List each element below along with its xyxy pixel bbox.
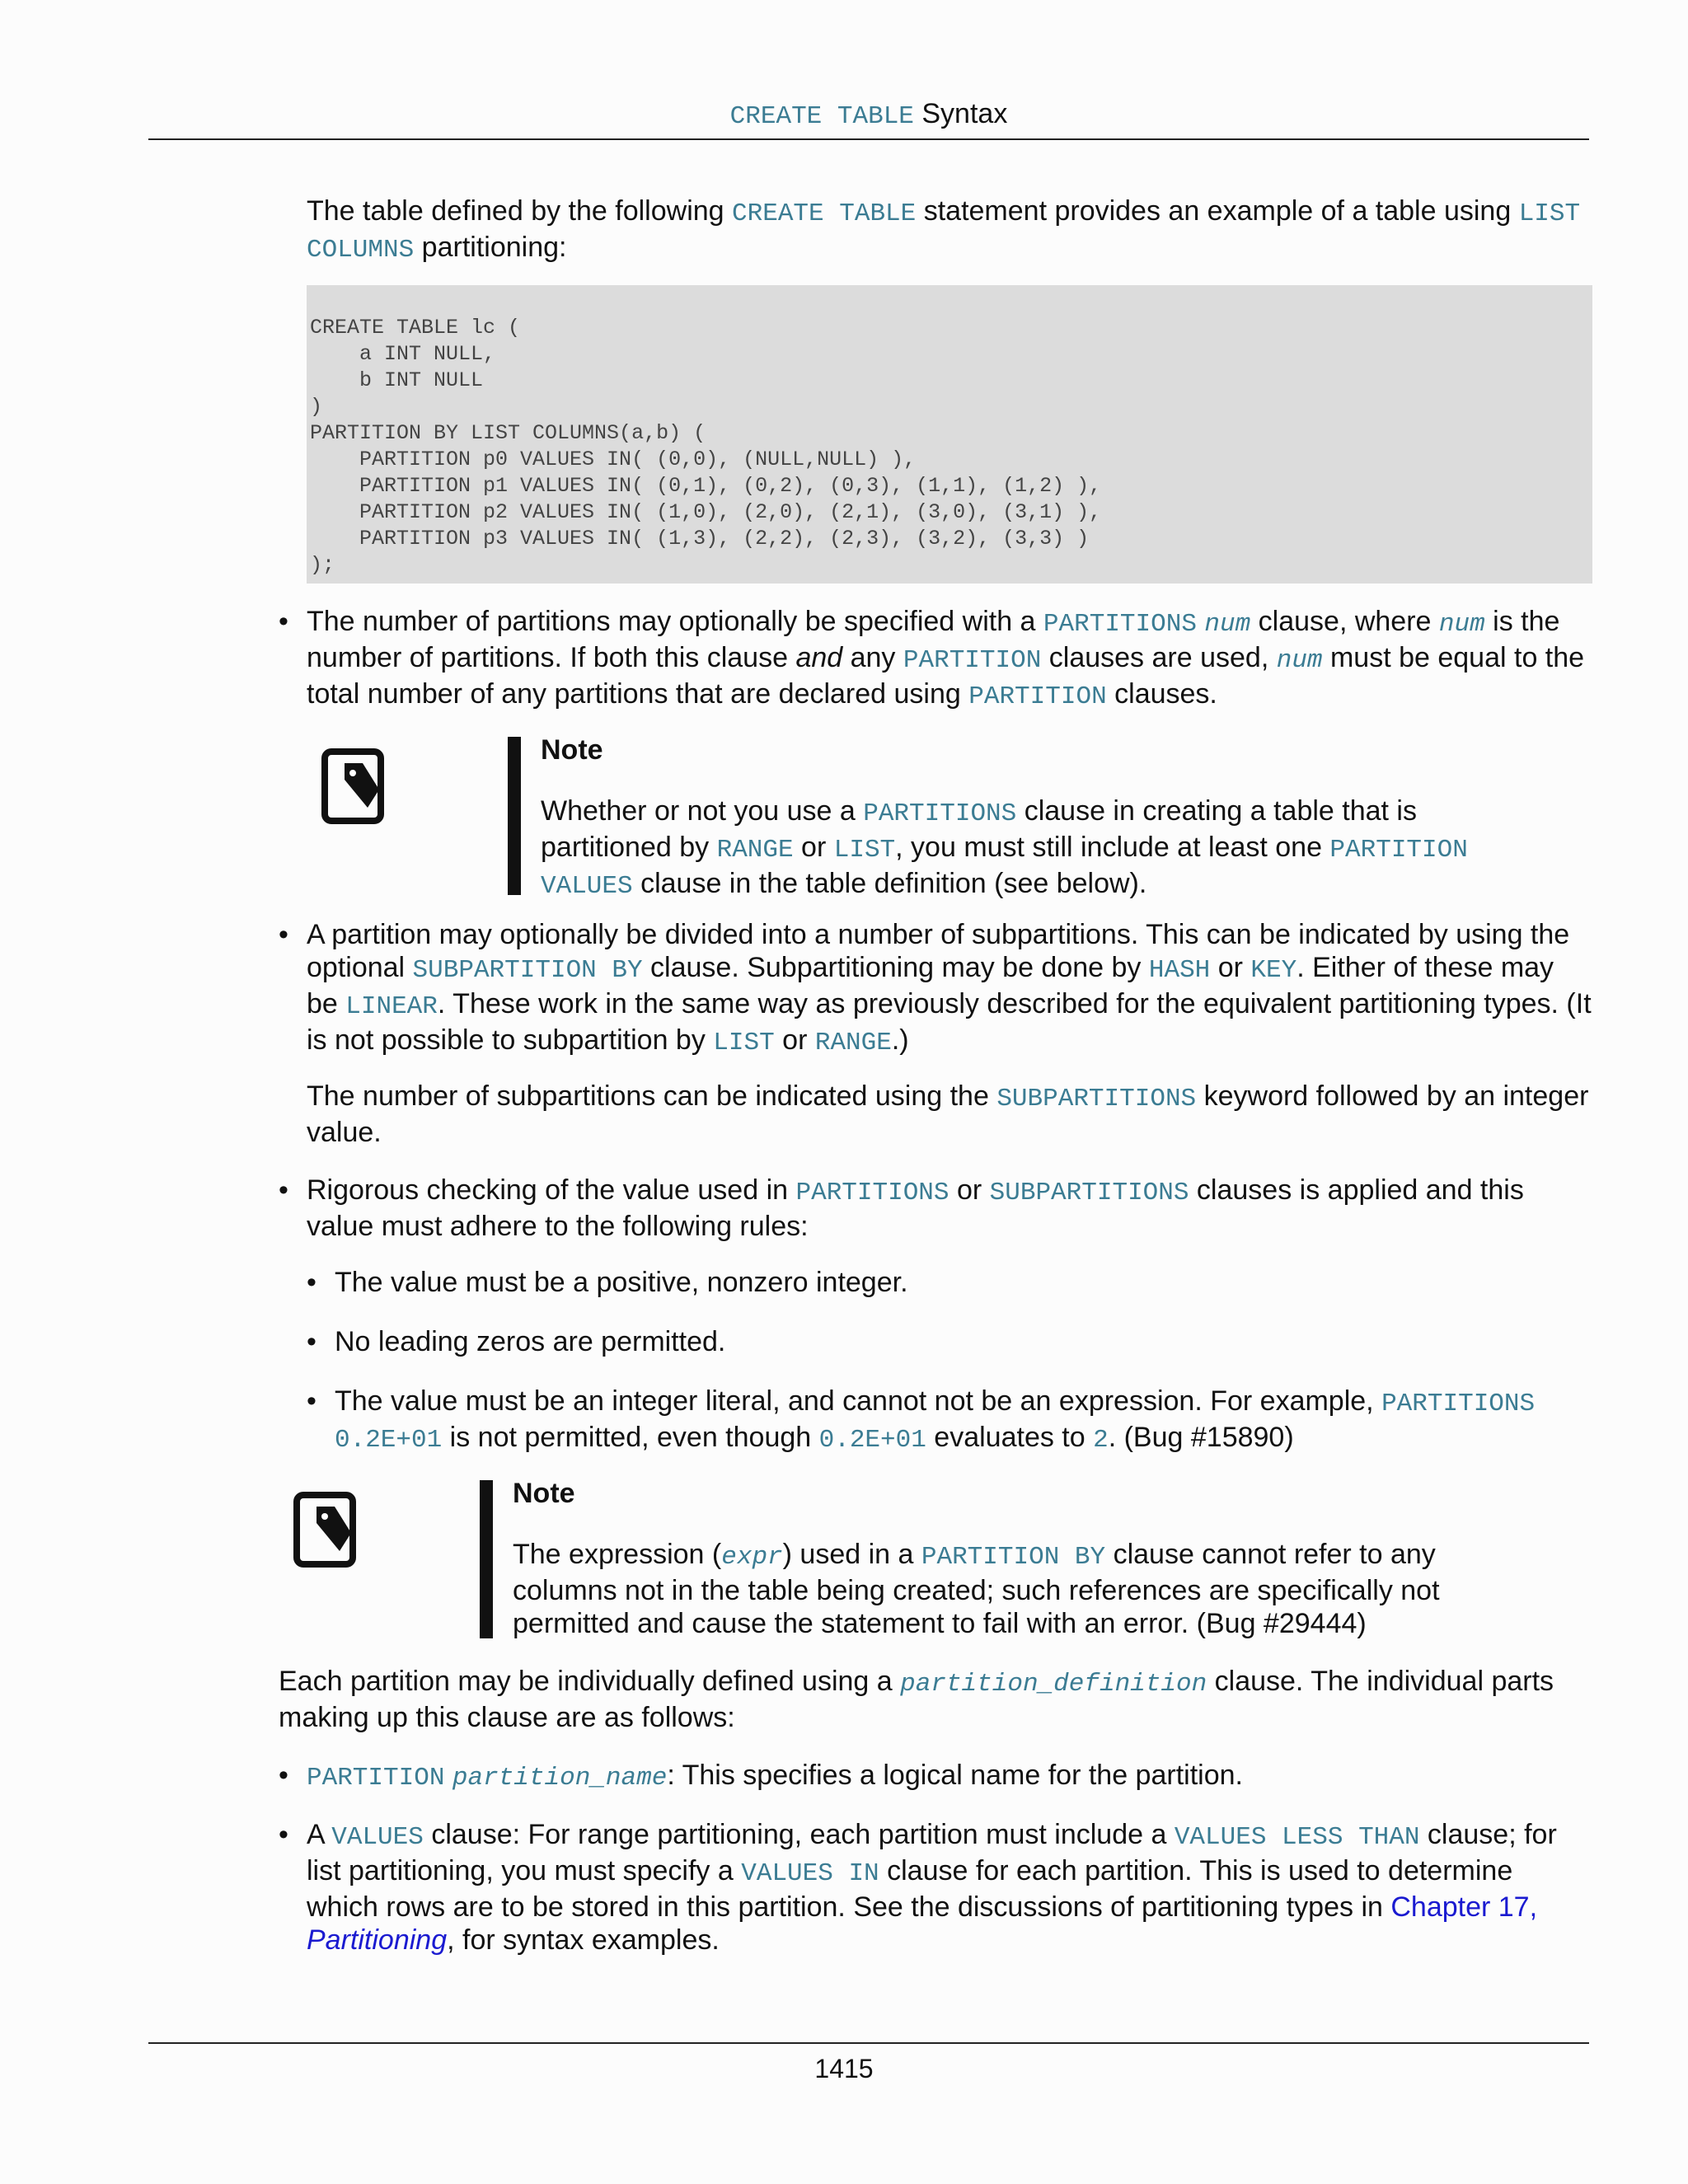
bullet-marker: • [307, 1326, 316, 1357]
bullet-marker: • [279, 1819, 288, 1850]
bullet-marker: • [279, 919, 288, 950]
bullet-marker: • [279, 606, 288, 637]
header-title: Syntax [921, 98, 1008, 129]
header-keyword: CREATE TABLE [729, 102, 914, 131]
note-title: Note [513, 1478, 575, 1509]
code-block [307, 285, 1592, 583]
note-body: Whether or not you use a PARTITIONS clause in creating a table that is partitioned by RANGE or LIST, you must still include at least one PARTITION VALUES clause in the table definition (see below). [541, 795, 1468, 901]
note-icon [292, 1490, 361, 1569]
rule-integer-literal: The value must be an integer literal, and cannot not be an expression. For example, PARTITIONS 0.2E+01 is not permitted, even though 0.2E+01 evaluates to 2. (Bug #15890) [335, 1385, 1536, 1455]
partition-definition-paragraph: Each partition may be individually defined using a partition_definition clause. The individual parts making up this clause are as follows: [279, 1666, 1554, 1733]
bullet-subpartitions: A partition may optionally be divided into a number of subpartitions. This can be indicated by using the optional SUBPARTITION BY clause. Subpartitioning may be done by HASH or KEY. Either of these may be LINEAR. These work in the same way as previously described for the equivalent partitioning types. (It is not possible to subpartition by LIST or RANGE.) [307, 919, 1592, 1057]
note-icon [320, 747, 389, 826]
page-header [148, 97, 1589, 140]
bullet-marker: • [307, 1385, 316, 1417]
bullet-marker: • [307, 1267, 316, 1298]
bullet-rigorous-checking: Rigorous checking of the value used in PARTITIONS or SUBPARTITIONS clauses is applied and this value must adhere to the following rules: [307, 1174, 1524, 1242]
bullet-partition-name: PARTITION partition_name: This specifies a logical name for the partition. [307, 1760, 1243, 1793]
note-body: The expression (expr) used in a PARTITION BY clause cannot refer to any columns not in the table being created; such references are specifically not permitted and cause the statement to fail with an error. (Bug #29444) [513, 1539, 1440, 1639]
bullet-marker: • [279, 1760, 288, 1791]
note-title: Note [541, 734, 603, 766]
code-listing: CREATE TABLE lc ( a INT NULL, b INT NULL ) PARTITION BY LIST COLUMNS(a,b) ( PARTITION p0 VALUES IN( (0,0), (NULL,NULL) ), PARTITION p1 VALUES IN( (0,1), (0,2), (0,3), (1,1), (1,2) ), PARTITION p2 VALUES IN( (1,0), (2,0), (2,1), (3,0), (3,1) ), PARTITION p3 VALUES IN( (1,3), (2,2), (2,3), (3,2), (3,3) ) ); [310, 316, 1102, 577]
bullet-values-clause: A VALUES clause: For range partitioning, each partition must include a VALUES LESS THAN clause; for list partitioning, you must specify a VALUES IN clause for each partition. This is used to determine which rows are to be stored in this partition. See the discussions of partitioning types in Chapter 17, Partitioning, for syntax examples. [307, 1819, 1557, 1956]
intro-paragraph: The table defined by the following CREATE TABLE statement provides an example of a table using LIST COLUMNS partitioning: [307, 195, 1581, 265]
rule-positive-integer: The value must be a positive, nonzero integer. [335, 1267, 908, 1298]
bullet-partitions-num: The number of partitions may optionally be specified with a PARTITIONS num clause, where num is the number of partitions. If both this clause and any PARTITION clauses are used, num must be equal to the total number of any partitions that are declared using PARTITION clauses. [307, 606, 1585, 711]
chapter-link[interactable]: Chapter 17, Partitioning [307, 1891, 1538, 1956]
note-bar [480, 1480, 493, 1638]
bullet-marker: • [279, 1174, 288, 1206]
subpartitions-count-paragraph: The number of subpartitions can be indicated using the SUBPARTITIONS keyword followed by an integer value. [307, 1080, 1589, 1148]
footer-divider [148, 2042, 1589, 2044]
rule-no-leading-zeros: No leading zeros are permitted. [335, 1326, 726, 1357]
note-bar [508, 737, 521, 895]
page-number: 1415 [814, 2054, 874, 2083]
